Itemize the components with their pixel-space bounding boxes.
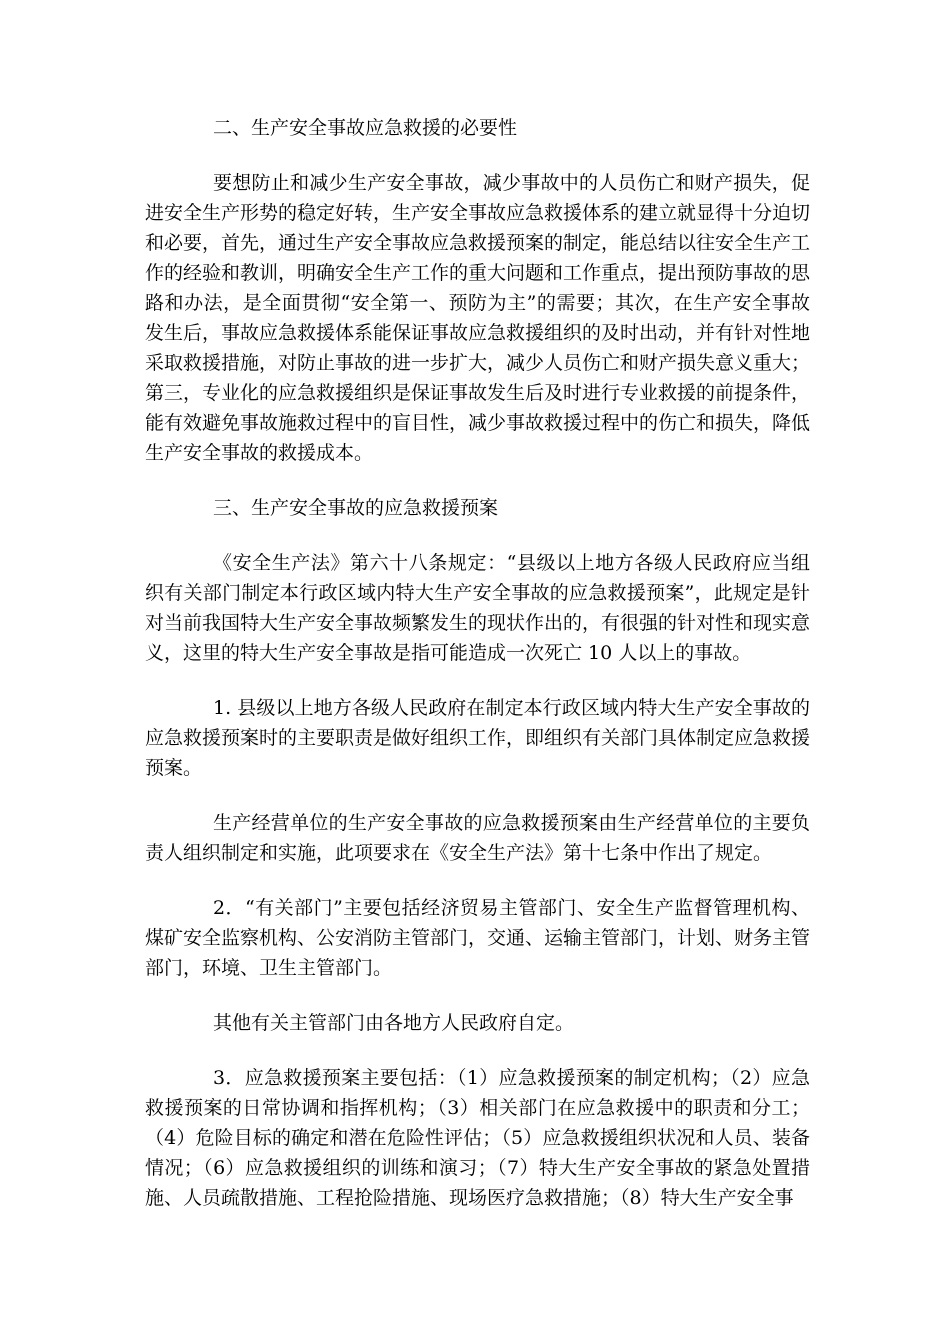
- paragraph-other-departments: 其他有关主管部门由各地方人民政府自定。: [213, 1012, 575, 1034]
- paragraph-item-1: 1. 县级以上地方各级人民政府在制定本行政区域内特大生产安全事故的应急救援预案时的主要职责是做好组织工作，即组织有关部门具体制定应急救援预案。: [145, 697, 811, 779]
- paragraph-necessity: 要想防止和减少生产安全事故，减少事故中的人员伤亡和财产损失，促进安全生产形势的稳定好转，生产安全事故应急救援体系的建立就显得十分迫切和必要，首先，通过生产安全事故应急救援预案的制定，能总结以往安全生产工作的经验和教训，明确安全生产工作的重大问题和工作重点，提出预防事故的思路和办法，是全面贯彻“安全第一、预防为主”的需要；其次，在生产安全事故发生后，事故应急救援体系能保证事故应急救援组织的及时出动，并有针对性地采取救援措施，对防止事故的进一步扩大，减少人员伤亡和财产损失意义重大；第三，专业化的应急救援组织是保证事故发生后及时进行专业救援的前提条件，能有效避免事故施救过程中的盲目性，减少事故救援过程中的伤亡和损失，降低生产安全事故的救援成本。: [145, 172, 811, 464]
- paragraph-enterprise-plan: 生产经营单位的生产安全事故的应急救援预案由生产经营单位的主要负责人组织制定和实施，此项要求在《安全生产法》第十七条中作出了规定。: [145, 812, 810, 864]
- section-heading-3: 三、生产安全事故的应急救援预案: [213, 497, 499, 519]
- paragraph-item-3: 3．应急救援预案主要包括：（1）应急救援预案的制定机构；（2）应急救援预案的日常协调和指挥机构；（3）相关部门在应急救援中的职责和分工；（4）危险目标的确定和潜在危险性评估；（5）应急救援组织状况和人员、装备情况；（6）应急救援组织的训练和演习；（7）特大生产安全事故的紧急处置措施、人员疏散措施、工程抢险措施、现场医疗急救措施；（8）特大生产安全事: [145, 1067, 810, 1209]
- section-heading-2: 二、生产安全事故应急救援的必要性: [213, 117, 518, 139]
- paragraph-law-article: 《安全生产法》第六十八条规定：“县级以上地方各级人民政府应当组织有关部门制定本行政区域内特大生产安全事故的应急救援预案”，此规定是针对当前我国特大生产安全事故频繁发生的现状作出的，有很强的针对性和现实意义，这里的特大生产安全事故是指可能造成一次死亡 10 人以上的事故。: [145, 552, 811, 664]
- paragraph-item-2: 2．“有关部门”主要包括经济贸易主管部门、安全生产监督管理机构、煤矿安全监察机构、公安消防主管部门，交通、运输主管部门，计划、财务主管部门，环境、卫生主管部门。: [145, 897, 811, 979]
